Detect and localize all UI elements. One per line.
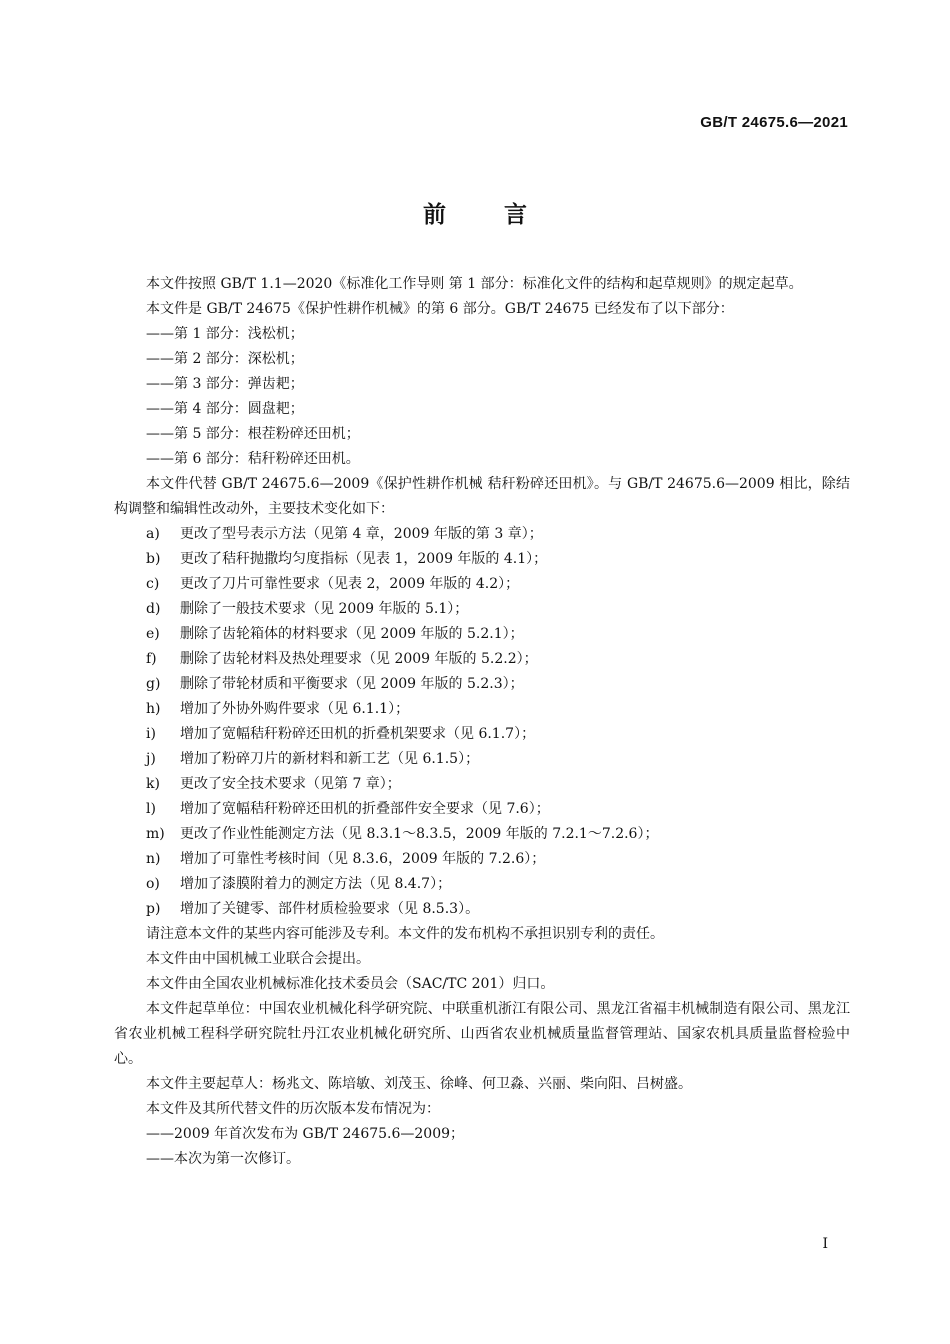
list-text: 增加了宽幅秸秆粉碎还田机的折叠部件安全要求（见 7.6）； [180, 801, 550, 817]
list-marker: j) [146, 751, 156, 767]
list-item [114, 772, 850, 797]
list-item [114, 897, 850, 922]
list-marker: l) [146, 801, 156, 817]
list-marker: o) [146, 876, 160, 892]
list-item [114, 797, 850, 822]
list-item [114, 847, 850, 872]
list-item: ——第 2 部分：深松机； [146, 351, 304, 367]
document-body [114, 272, 850, 1172]
list-marker: n) [146, 851, 161, 867]
list-item: ——第 3 部分：弹齿耙； [146, 376, 304, 392]
paragraph-drafters: 本文件主要起草人：杨兆文、陈培敏、刘茂玉、徐峰、何卫淼、兴丽、柴向阳、吕树盛。 [146, 1076, 692, 1092]
paragraph-patent-notice: 请注意本文件的某些内容可能涉及专利。本文件的发布机构不承担识别专利的责任。 [146, 926, 664, 942]
list-marker: i) [146, 726, 156, 742]
list-text: 删除了齿轮材料及热处理要求（见 2009 年版的 5.2.2）； [180, 651, 538, 667]
list-item [114, 872, 850, 897]
list-item [114, 747, 850, 772]
list-text: 删除了带轮材质和平衡要求（见 2009 年版的 5.2.3）； [180, 676, 524, 692]
list-marker: f) [146, 651, 157, 667]
list-item [114, 622, 850, 647]
paragraph-proposer: 本文件由中国机械工业联合会提出。 [146, 951, 370, 967]
list-item [114, 572, 850, 597]
standard-number: GB/T 24675.6—2021 [700, 114, 848, 131]
list-marker: a) [146, 526, 160, 542]
list-item [114, 697, 850, 722]
list-text: 删除了一般技术要求（见 2009 年版的 5.1）； [180, 601, 469, 617]
history-list [114, 1122, 850, 1172]
list-item: ——第 6 部分：秸秆粉碎还田机。 [146, 451, 360, 467]
list-text: 增加了漆膜附着力的测定方法（见 8.4.7）； [180, 876, 452, 892]
list-text: 增加了可靠性考核时间（见 8.3.6，2009 年版的 7.2.6）； [180, 851, 546, 867]
list-item: ——第 4 部分：圆盘耙； [146, 401, 304, 417]
list-item [114, 547, 850, 572]
list-item: ——2009 年首次发布为 GB/T 24675.6—2009； [146, 1126, 465, 1142]
page-number: I [822, 1236, 828, 1252]
paragraph-committee: 本文件由全国农业机械标准化技术委员会（SAC/TC 201）归口。 [146, 976, 555, 992]
paragraph-drafting-units: 本文件起草单位：中国农业机械化科学研究院、中联重机浙江有限公司、黑龙江省福丰机械制造有限公司、黑龙江省农业机械工程科学研究院牡丹江农业机械化研究所、山西省农业机械质量监督管理站、国家农机具质量监督检验中心。 [114, 1001, 850, 1067]
list-text: 更改了秸秆抛撒均匀度指标（见表 1，2009 年版的 4.1）； [180, 551, 548, 567]
list-item [114, 822, 850, 847]
list-marker: k) [146, 776, 160, 792]
list-marker: p) [146, 901, 161, 917]
changes-list [114, 522, 850, 922]
paragraph-replacement: 本文件代替 GB/T 24675.6—2009《保护性耕作机械 秸秆粉碎还田机》。与 GB/T 24675.6—2009 相比，除结构调整和编辑性改动外，主要技术变化如下： [114, 476, 850, 517]
list-item: ——第 5 部分：根茬粉碎还田机； [146, 426, 360, 442]
list-marker: e) [146, 626, 160, 642]
list-text: 增加了外协外购件要求（见 6.1.1）； [180, 701, 410, 717]
list-item [114, 597, 850, 622]
page-title: 前言 [423, 202, 585, 228]
list-text: 增加了宽幅秸秆粉碎还田机的折叠机架要求（见 6.1.7）； [180, 726, 536, 742]
list-marker: b) [146, 551, 161, 567]
list-text: 删除了齿轮箱体的材料要求（见 2009 年版的 5.2.1）； [180, 626, 524, 642]
list-text: 更改了型号表示方法（见第 4 章，2009 年版的第 3 章）； [180, 526, 543, 542]
list-item [114, 722, 850, 747]
list-text: 增加了粉碎刀片的新材料和新工艺（见 6.1.5）； [180, 751, 480, 767]
list-item [114, 672, 850, 697]
paragraph-history-intro: 本文件及其所代替文件的历次版本发布情况为： [146, 1101, 440, 1117]
list-marker: h) [146, 701, 161, 717]
list-text: 更改了安全技术要求（见第 7 章）； [180, 776, 401, 792]
list-item: ——本次为第一次修订。 [146, 1151, 300, 1167]
paragraph-drafting-rules: 本文件按照 GB/T 1.1—2020《标准化工作导则 第 1 部分：标准化文件的结构和起草规则》的规定起草。 [146, 276, 803, 292]
list-item [114, 522, 850, 547]
list-text: 更改了作业性能测定方法（见 8.3.1～8.3.5，2009 年版的 7.2.1～7.2.6）； [180, 826, 659, 842]
list-text: 增加了关键零、部件材质检验要求（见 8.5.3）。 [180, 901, 480, 917]
list-text: 更改了刀片可靠性要求（见表 2，2009 年版的 4.2）； [180, 576, 520, 592]
parts-list [114, 322, 850, 472]
paragraph-series-parts: 本文件是 GB/T 24675《保护性耕作机械》的第 6 部分。GB/T 24675 已经发布了以下部分： [146, 301, 734, 317]
list-item [114, 647, 850, 672]
list-item: ——第 1 部分：浅松机； [146, 326, 304, 342]
list-marker: m) [146, 826, 165, 842]
list-marker: g) [146, 676, 161, 692]
list-marker: c) [146, 576, 160, 592]
list-marker: d) [146, 601, 161, 617]
